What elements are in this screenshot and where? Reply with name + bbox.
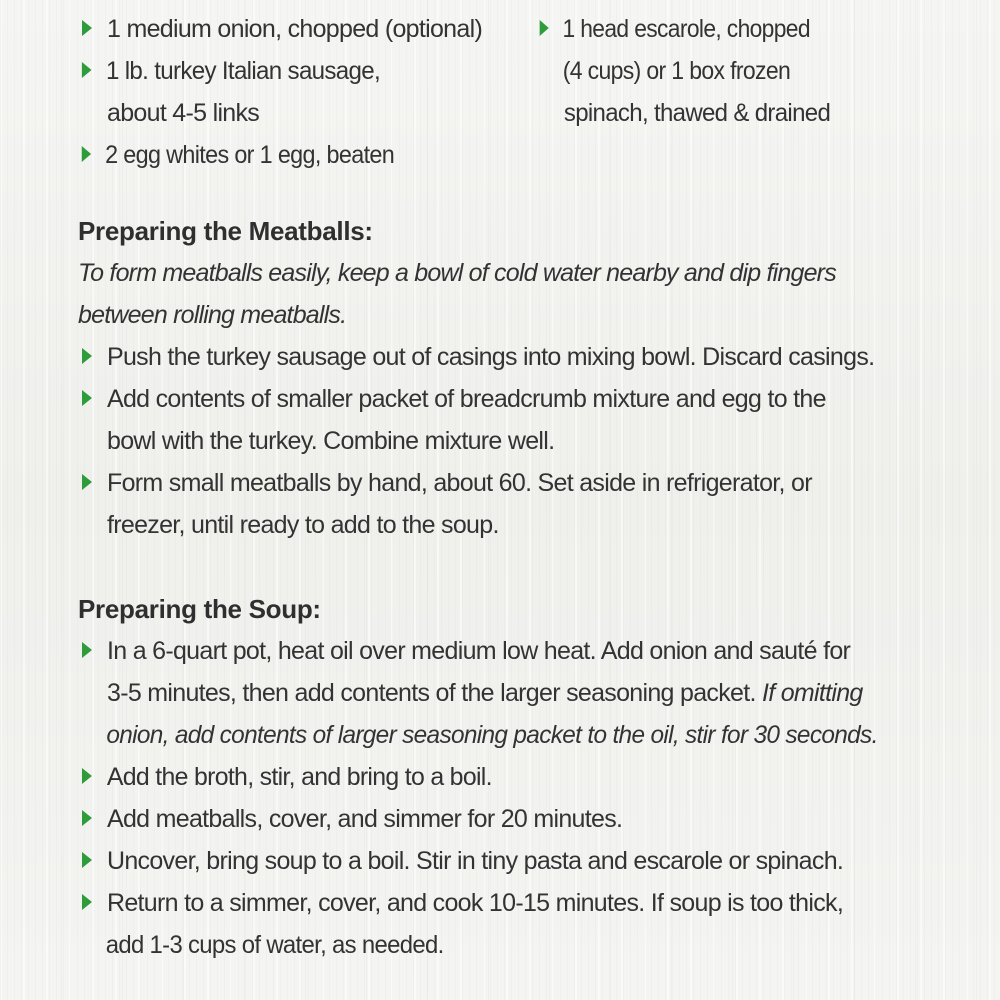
meatball-step-continuation <box>78 504 499 546</box>
bullet-arrow-icon <box>82 348 92 364</box>
soup-step <box>78 798 622 840</box>
soup-heading: Preparing the Soup: <box>78 594 321 624</box>
soup-step <box>78 756 492 798</box>
bullet-arrow-icon <box>82 852 92 868</box>
ingredient-text: 1 medium onion, chopped (optional) <box>107 15 483 43</box>
soup-section <box>78 588 978 966</box>
ingredient-item <box>78 134 394 176</box>
soup-step-continuation <box>78 672 863 714</box>
meatball-step-continuation <box>78 420 554 462</box>
ingredient-continuation <box>536 50 790 92</box>
soup-step <box>78 630 850 672</box>
ingredient-item <box>78 50 380 92</box>
step-text: Uncover, bring soup to a boil. Stir in tiny pasta and escarole or spinach. <box>107 847 844 875</box>
ingredients-left-column <box>78 8 518 176</box>
step-text: In a 6-quart pot, heat oil over medium low heat. Add onion and sauté for <box>107 637 851 665</box>
meatballs-tip: between rolling meatballs. <box>78 301 347 329</box>
step-text: freezer, until ready to add to the soup. <box>107 511 499 539</box>
step-text: Add meatballs, cover, and simmer for 20 minutes. <box>107 805 623 833</box>
ingredient-text: 2 egg whites or 1 egg, beaten <box>105 141 395 169</box>
step-text: Push the turkey sausage out of casings into mixing bowl. Discard casings. <box>107 343 875 371</box>
ingredient-text: (4 cups) or 1 box frozen <box>562 57 791 85</box>
step-text: 3-5 minutes, then add contents of the larger seasoning packet. <box>107 679 756 707</box>
ingredient-continuation <box>536 92 830 134</box>
step-note: onion, add contents of larger seasoning packet to the oil, stir for 30 seconds. <box>106 721 878 749</box>
bullet-arrow-icon <box>82 474 92 490</box>
ingredients-right-column <box>536 8 976 134</box>
ingredient-text: about 4-5 links <box>107 99 260 127</box>
bullet-arrow-icon <box>82 810 92 826</box>
ingredient-item <box>78 8 482 50</box>
bullet-arrow-icon <box>82 62 92 78</box>
step-text: Add the broth, stir, and bring to a boil. <box>106 763 492 791</box>
step-text: Form small meatballs by hand, about 60. Set aside in refrigerator, or <box>107 469 812 497</box>
meatball-step <box>78 462 812 504</box>
bullet-arrow-icon <box>82 20 92 36</box>
ingredient-item <box>536 8 810 50</box>
soup-step <box>78 840 843 882</box>
bullet-arrow-icon <box>82 390 92 406</box>
meatballs-heading: Preparing the Meatballs: <box>78 216 373 246</box>
ingredient-text: spinach, thawed & drained <box>563 99 831 127</box>
soup-step <box>78 882 843 924</box>
step-text: Add contents of smaller packet of breadcrumb mixture and egg to the <box>107 385 826 413</box>
bullet-arrow-icon <box>82 894 92 910</box>
soup-step-continuation <box>78 924 444 966</box>
step-text: bowl with the turkey. Combine mixture well. <box>107 427 555 455</box>
meatball-step <box>78 336 874 378</box>
meatballs-tip: To form meatballs easily, keep a bowl of cold water nearby and dip fingers <box>78 259 836 287</box>
meatballs-section <box>78 210 978 546</box>
bullet-arrow-icon <box>82 642 92 658</box>
meatball-step <box>78 378 826 420</box>
soup-step-continuation <box>78 714 878 756</box>
ingredient-text: 1 head escarole, chopped <box>562 15 810 43</box>
bullet-arrow-icon <box>540 20 549 36</box>
step-text: add 1-3 cups of water, as needed. <box>105 931 444 959</box>
step-note: If omitting <box>761 679 863 707</box>
bullet-arrow-icon <box>82 768 92 784</box>
step-text: Return to a simmer, cover, and cook 10-15 minutes. If soup is too thick, <box>107 889 844 917</box>
ingredient-text: 1 lb. turkey Italian sausage, <box>105 57 381 85</box>
bullet-arrow-icon <box>82 146 91 162</box>
ingredient-continuation <box>78 92 259 134</box>
